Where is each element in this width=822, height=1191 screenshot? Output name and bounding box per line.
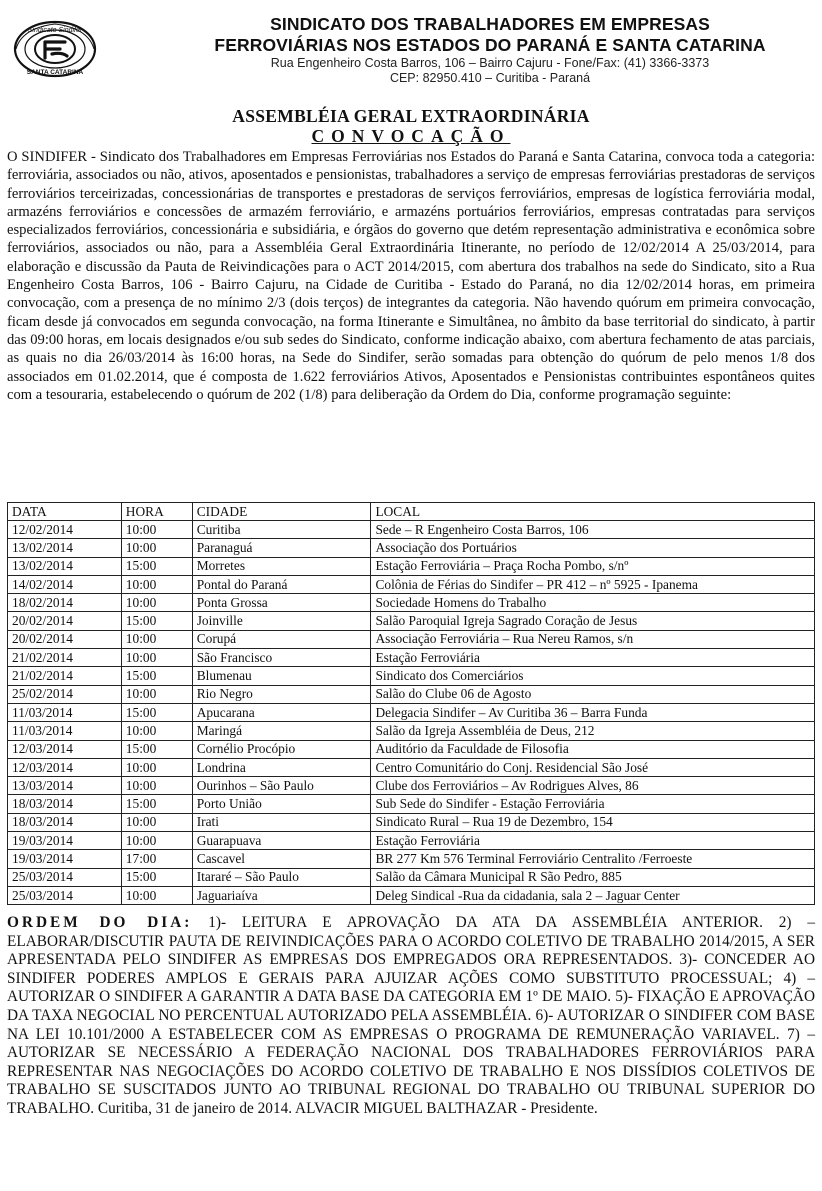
cell-date: 13/02/2014 bbox=[8, 557, 122, 575]
table-row bbox=[8, 813, 815, 831]
table-row bbox=[8, 649, 815, 667]
table-row bbox=[8, 850, 815, 868]
cell-time: 10:00 bbox=[121, 832, 192, 850]
cell-time: 15:00 bbox=[121, 667, 192, 685]
cell-location: Salão do Clube 06 de Agosto bbox=[371, 685, 815, 703]
cell-city: Corupá bbox=[192, 630, 371, 648]
cell-time: 15:00 bbox=[121, 703, 192, 721]
cell-city: Irati bbox=[192, 813, 371, 831]
cell-location: Sede – R Engenheiro Costa Barros, 106 bbox=[371, 521, 815, 539]
cell-city: Cascavel bbox=[192, 850, 371, 868]
cell-time: 15:00 bbox=[121, 740, 192, 758]
cell-time: 10:00 bbox=[121, 722, 192, 740]
table-row bbox=[8, 612, 815, 630]
cell-location: Clube dos Ferroviários – Av Rodrigues Alves, 86 bbox=[371, 777, 815, 795]
cell-city: Paranaguá bbox=[192, 539, 371, 557]
header-date: DATA bbox=[8, 503, 122, 521]
assembly-title: ASSEMBLÉIA GERAL EXTRAORDINÁRIA bbox=[232, 106, 590, 126]
cell-location: Deleg Sindical -Rua da cidadania, sala 2 – Jaguar Center bbox=[371, 886, 815, 904]
cell-location: Colônia de Férias do Sindifer – PR 412 – nº 5925 - Ipanema bbox=[371, 575, 815, 593]
cell-date: 13/03/2014 bbox=[8, 777, 122, 795]
cell-city: Londrina bbox=[192, 758, 371, 776]
cell-date: 12/03/2014 bbox=[8, 758, 122, 776]
cell-date: 19/03/2014 bbox=[8, 832, 122, 850]
cell-location: Estação Ferroviária – Praça Rocha Pombo, s/nº bbox=[371, 557, 815, 575]
cell-date: 18/03/2014 bbox=[8, 795, 122, 813]
table-row bbox=[8, 521, 815, 539]
cell-city: Ourinhos – São Paulo bbox=[192, 777, 371, 795]
cell-city: Itararé – São Paulo bbox=[192, 868, 371, 886]
table-row bbox=[8, 758, 815, 776]
sindifer-logo bbox=[12, 18, 98, 80]
order-of-day bbox=[7, 914, 815, 1119]
cell-city: Porto União bbox=[192, 795, 371, 813]
cell-location: Sociedade Homens do Trabalho bbox=[371, 594, 815, 612]
convocation-body: O SINDIFER - Sindicato dos Trabalhadores em Empresas Ferroviárias nos Estados do Paraná e Santa Catarina, convoca toda a categoria: ferroviária, associados ou não, ativos, aposentados e pensionistas, trabalhadores a serviço de empresas ferroviárias prestadoras de serviços ferroviários terceirizadas, concessionárias de transportes e prestadoras de serviços ferroviários, empresas de logística ferroviária modal, armazéns ferroviários e concessões de armazém ferroviário, e armazéns portuários ferroviários, empresas contratadas para serviços especializados ferroviários, concessionária e subsidiária, e órgãos do governo que detém representação administrativa e econômica sobre ferroviários, associados ou não, para a Assembléia Geral Extraordinária Itinerante, no período de 12/02/2014 A 25/03/2014, para elaboração e discussão da Pauta de Reivindicações para o ACT 2014/2015, com abertura dos trabalhos na sede do Sindicato, sito a Rua Engenheiro Costa Barros, 106 - Bairro Cajuru, na Cidade de Curitiba - Estado do Paraná, no dia 12/02/2014 horas, em primeira convocação, com a presença de no mínimo 2/3 (dois terços) de integrantes da categoria. Não havendo quórum em primeira convocação, ficam desde já convocados em segunda convocação, na forma Itinerante e Simultânea, no âmbito da base territorial do sindicato, à partir das 09:00 horas, em locais designados e/ou sub sedes do Sindicato, conforme indicação abaixo, com abertura fechamento de atas parciais, as quais no dia 26/03/2014 às 16:00 horas, na Sede do Sindifer, serão somadas para obtenção do quórum de pelo menos 1/8 dos associados em 01.02.2014, que é composta de 1.622 ferroviários Ativos, Aposentados e Pensionistas contribuintes espontâneos quites com a tesouraria, estabelecendo o quórum de 202 (1/8) para deliberação da Ordem do Dia, conforme programação seguinte: bbox=[7, 149, 815, 403]
table-row bbox=[8, 539, 815, 557]
cell-date: 19/03/2014 bbox=[8, 850, 122, 868]
cell-city: Cornélio Procópio bbox=[192, 740, 371, 758]
cell-city: Curitiba bbox=[192, 521, 371, 539]
cell-date: 13/02/2014 bbox=[8, 539, 122, 557]
cell-location: Estação Ferroviária bbox=[371, 649, 815, 667]
cell-city: Pontal do Paraná bbox=[192, 575, 371, 593]
cell-date: 12/03/2014 bbox=[8, 740, 122, 758]
cell-city: Morretes bbox=[192, 557, 371, 575]
cell-date: 25/02/2014 bbox=[8, 685, 122, 703]
cell-location: Salão da Igreja Assembléia de Deus, 212 bbox=[371, 722, 815, 740]
cell-location: Centro Comunitário do Conj. Residencial São José bbox=[371, 758, 815, 776]
cell-location: Sindicato dos Comerciários bbox=[371, 667, 815, 685]
cell-time: 10:00 bbox=[121, 777, 192, 795]
cell-location: Associação dos Portuários bbox=[371, 539, 815, 557]
schedule-rows bbox=[8, 521, 815, 905]
letterhead bbox=[0, 0, 822, 105]
union-name-line2: FERROVIÁRIAS NOS ESTADOS DO PARANÁ E SANTA CATARINA bbox=[214, 35, 766, 55]
cell-date: 18/03/2014 bbox=[8, 813, 122, 831]
cell-time: 17:00 bbox=[121, 850, 192, 868]
cell-time: 10:00 bbox=[121, 758, 192, 776]
logo-text-bottom: SANTA CATARINA bbox=[26, 69, 84, 76]
schedule-table bbox=[7, 502, 815, 905]
cell-city: São Francisco bbox=[192, 649, 371, 667]
table-row bbox=[8, 667, 815, 685]
cell-city: Rio Negro bbox=[192, 685, 371, 703]
cell-date: 21/02/2014 bbox=[8, 667, 122, 685]
cell-time: 10:00 bbox=[121, 575, 192, 593]
cell-time: 10:00 bbox=[121, 649, 192, 667]
letterhead-text bbox=[180, 14, 800, 86]
cell-date: 25/03/2014 bbox=[8, 886, 122, 904]
logo-text-top: Sindicato Sindifer bbox=[27, 27, 83, 34]
union-name-line1: SINDICATO DOS TRABALHADORES EM EMPRESAS bbox=[270, 14, 710, 34]
convocation-title: CONVOCAÇÃO bbox=[311, 126, 511, 146]
cell-date: 12/02/2014 bbox=[8, 521, 122, 539]
cell-location: Salão Paroquial Igreja Sagrado Coração de Jesus bbox=[371, 612, 815, 630]
cell-location: Sindicato Rural – Rua 19 de Dezembro, 154 bbox=[371, 813, 815, 831]
table-row bbox=[8, 795, 815, 813]
table-row bbox=[8, 868, 815, 886]
header-time: HORA bbox=[121, 503, 192, 521]
cell-time: 15:00 bbox=[121, 868, 192, 886]
cell-date: 14/02/2014 bbox=[8, 575, 122, 593]
union-cep: CEP: 82950.410 – Curitiba - Paraná bbox=[389, 71, 591, 85]
cell-date: 20/02/2014 bbox=[8, 612, 122, 630]
order-of-day-items: 1)- LEITURA E APROVAÇÃO DA ATA DA ASSEMBLÉIA ANTERIOR. 2) – ELABORAR/DISCUTIR PAUTA DE REIVINDICAÇÕES PARA O ACORDO COLETIVO DE TRABALHO 2014/2015, A SER APRESENTADA PELO SINDIFER AS EMPRESAS DOS EMPREGADOS ORA REPRESENTADOS. 3)- CONCEDER AO SINDIFER PODERES AMPLOS E GERAIS PARA AJUIZAR AÇÕES COMO SUBSTITUTO PROCESSUAL; 4) – AUTORIZAR O SINDIFER A GARANTIR A DATA BASE DA CATEGORIA EM 1º DE MAIO. 5)- FIXAÇÃO E APROVAÇÃO DA TAXA NEGOCIAL NO PERCENTUAL AUTORIZADO PELA ASSEMBLÉIA. 6)- AUTORIZAR O SINDIFER COM BASE NA LEI 10.101/2000 A ESTABELECER COM AS EMPRESAS O PROGRAMA DE REMUNERAÇÃO VARIAVEL. 7) – AUTORIZAR SE NECESSÁRIO A FEDERAÇÃO NACIONAL DOS TRABALHADORES FERROVIÁRIOS PARA REPRESENTAR NAS NEGOCIAÇÕES DO ACORDO COLETIVO DE TRABALHO E NOS DISSÍDIOS COLETIVOS DE TRABALHO SE SUSCITADOS JUNTO AO TRIBUNAL REGIONAL DO TRABALHO OU TRIBUNAL SUPERIOR DO TRABALHO. bbox=[7, 914, 815, 1117]
cell-city: Guarapuava bbox=[192, 832, 371, 850]
notice-titles bbox=[0, 106, 822, 147]
cell-date: 25/03/2014 bbox=[8, 868, 122, 886]
cell-time: 10:00 bbox=[121, 539, 192, 557]
cell-time: 10:00 bbox=[121, 685, 192, 703]
cell-time: 10:00 bbox=[121, 886, 192, 904]
cell-time: 15:00 bbox=[121, 612, 192, 630]
cell-city: Blumenau bbox=[192, 667, 371, 685]
closing-signature: Curitiba, 31 de janeiro de 2014. ALVACIR MIGUEL BALTHAZAR - Presidente. bbox=[94, 1099, 598, 1117]
header-city: CIDADE bbox=[192, 503, 371, 521]
cell-city: Apucarana bbox=[192, 703, 371, 721]
table-row bbox=[8, 557, 815, 575]
table-row bbox=[8, 722, 815, 740]
cell-location: Estação Ferroviária bbox=[371, 832, 815, 850]
table-row bbox=[8, 703, 815, 721]
schedule-header-row bbox=[8, 503, 815, 521]
order-of-day-label: ORDEM DO DIA: bbox=[7, 914, 193, 931]
cell-location: Sub Sede do Sindifer - Estação Ferroviária bbox=[371, 795, 815, 813]
cell-time: 10:00 bbox=[121, 813, 192, 831]
table-row bbox=[8, 594, 815, 612]
union-address: Rua Engenheiro Costa Barros, 106 – Bairro Cajuru - Fone/Fax: (41) 3366-3373 bbox=[270, 56, 710, 70]
cell-city: Maringá bbox=[192, 722, 371, 740]
cell-city: Jaguariaíva bbox=[192, 886, 371, 904]
cell-date: 20/02/2014 bbox=[8, 630, 122, 648]
table-row bbox=[8, 685, 815, 703]
table-row bbox=[8, 575, 815, 593]
table-row bbox=[8, 886, 815, 904]
table-row bbox=[8, 630, 815, 648]
cell-location: Delegacia Sindifer – Av Curitiba 36 – Barra Funda bbox=[371, 703, 815, 721]
cell-location: Associação Ferroviária – Rua Nereu Ramos, s/n bbox=[371, 630, 815, 648]
cell-time: 15:00 bbox=[121, 557, 192, 575]
cell-location: BR 277 Km 576 Terminal Ferroviário Centralito /Ferroeste bbox=[371, 850, 815, 868]
cell-time: 10:00 bbox=[121, 521, 192, 539]
cell-location: Salão da Câmara Municipal R São Pedro, 885 bbox=[371, 868, 815, 886]
cell-city: Joinville bbox=[192, 612, 371, 630]
cell-city: Ponta Grossa bbox=[192, 594, 371, 612]
table-row bbox=[8, 832, 815, 850]
cell-date: 11/03/2014 bbox=[8, 722, 122, 740]
cell-location: Auditório da Faculdade de Filosofia bbox=[371, 740, 815, 758]
table-row bbox=[8, 777, 815, 795]
cell-date: 21/02/2014 bbox=[8, 649, 122, 667]
table-row bbox=[8, 740, 815, 758]
header-location: LOCAL bbox=[371, 503, 815, 521]
cell-date: 11/03/2014 bbox=[8, 703, 122, 721]
cell-time: 15:00 bbox=[121, 795, 192, 813]
cell-time: 10:00 bbox=[121, 594, 192, 612]
cell-time: 10:00 bbox=[121, 630, 192, 648]
cell-date: 18/02/2014 bbox=[8, 594, 122, 612]
